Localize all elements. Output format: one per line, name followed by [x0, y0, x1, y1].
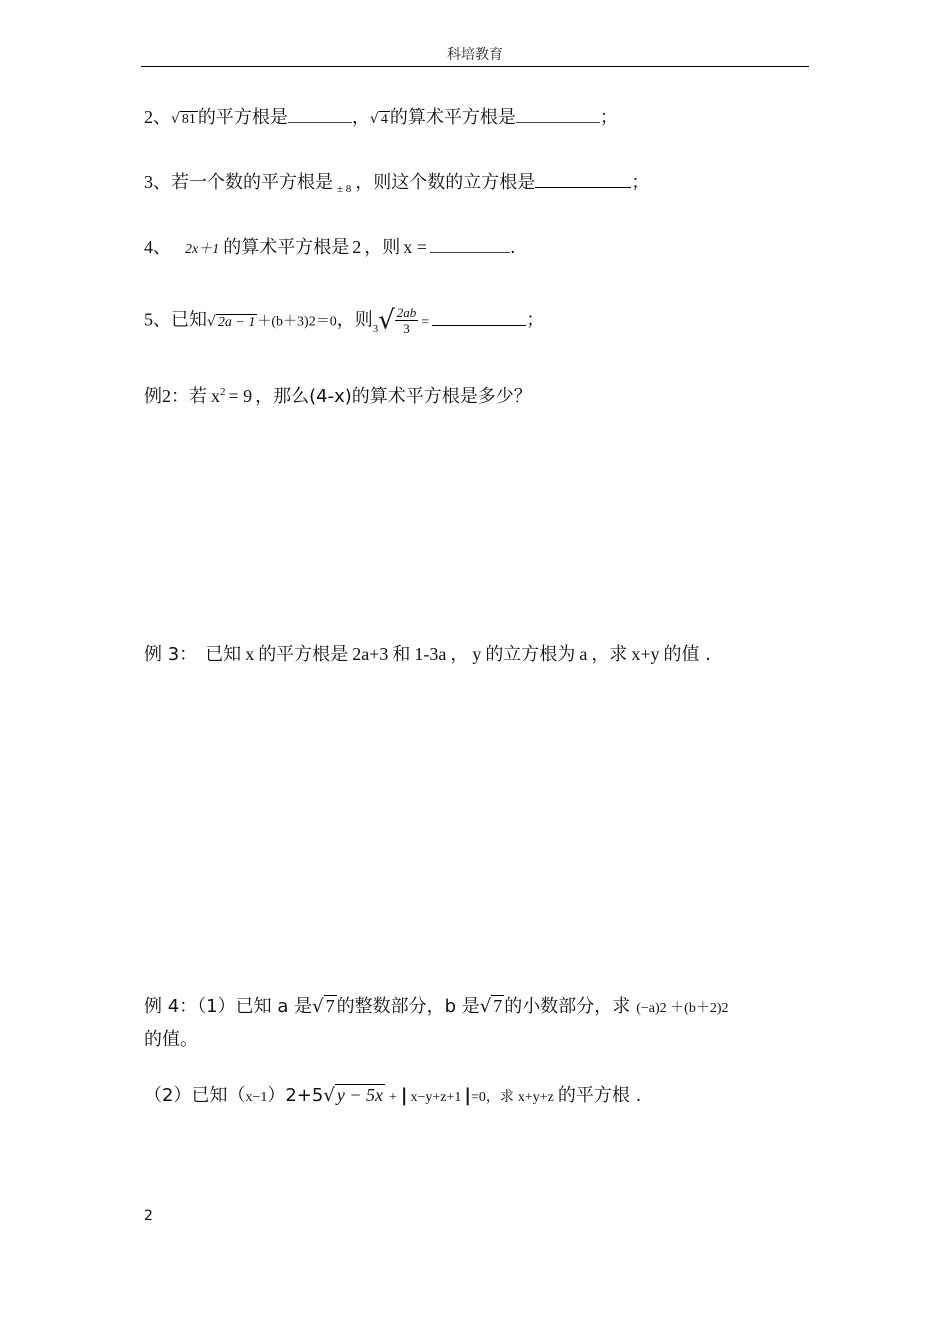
exponent: 2	[220, 386, 226, 398]
sqrt-81: √ 81	[171, 111, 196, 127]
variable: a	[579, 644, 588, 664]
question-5	[144, 305, 544, 336]
example-4-part-1	[144, 994, 729, 1021]
answer-blank	[288, 121, 352, 123]
separator: ，	[351, 107, 370, 128]
expression: ＋(b＋3)2＝0	[257, 314, 337, 330]
header-title: 科培教育	[447, 47, 503, 63]
header-rule	[141, 66, 809, 67]
end-punct: .	[509, 237, 516, 258]
question-text: ，则这个数的立方根是	[355, 172, 536, 193]
sqrt-7: √ 7	[479, 996, 503, 1017]
question-text: 的整数部分，b 是	[336, 996, 480, 1017]
end-punct: ；	[631, 172, 650, 193]
question-text: ，求	[591, 644, 628, 665]
question-text: 的平方根是	[197, 107, 288, 128]
question-4	[144, 235, 516, 262]
plus-sign: +	[388, 1090, 397, 1105]
answer-blank	[535, 186, 631, 188]
answer-blank	[432, 324, 526, 326]
question-3	[144, 170, 649, 197]
example-number: 2	[162, 386, 171, 406]
equals: =	[421, 314, 430, 330]
question-text: 已知	[205, 644, 242, 665]
question-text: ，那么(4-x)的算术平方根是多少？	[255, 386, 532, 407]
question-2	[144, 105, 618, 132]
question-text: 的平方根 .	[557, 1085, 642, 1106]
abs-bar-right: |	[464, 1085, 471, 1106]
sqrt-4: √ 4	[369, 111, 388, 127]
question-text: ：若	[171, 386, 207, 407]
end-punct: ；	[526, 309, 545, 331]
question-text: 的算术平方根是	[223, 237, 350, 258]
question-text: ，则	[364, 237, 401, 258]
question-number: 2、	[144, 107, 171, 127]
abs-bar-left: |	[400, 1085, 408, 1106]
example-label: 例	[144, 386, 162, 407]
question-text: 的算术平方根是	[389, 107, 516, 128]
expression: 2x＋1	[185, 242, 220, 257]
question-text: 的立方根为	[485, 644, 576, 665]
answer-blank	[430, 251, 510, 253]
question-text: 的小数部分，求	[504, 996, 631, 1017]
question-text: 的平方根是	[258, 644, 349, 665]
question-text: （2）已知（	[144, 1085, 246, 1106]
question-text: 例 4：（1）已知 a 是	[144, 996, 313, 1017]
example-label: 例 3：	[144, 644, 198, 665]
variable: x =	[403, 237, 427, 257]
value: 2	[352, 237, 362, 257]
expression: x+y+z	[517, 1090, 554, 1105]
question-text: 和	[392, 644, 411, 665]
variable: x	[211, 386, 220, 406]
expression: (−a)2 ＋(b＋2)2	[636, 1001, 729, 1016]
question-text: ）2+5	[267, 1085, 324, 1106]
question-text: =0，求	[470, 1090, 514, 1105]
sqrt-7: √ 7	[312, 996, 335, 1017]
expression: x+y	[631, 644, 660, 664]
absolute-value-expression: x−y+z+1	[410, 1090, 462, 1105]
example-4-part-1-cont	[144, 1028, 198, 1052]
variable: x	[245, 644, 255, 664]
root-index: 3	[372, 322, 379, 335]
equation: = 9	[228, 386, 253, 406]
question-text: 的值 .	[663, 644, 711, 665]
answer-blank	[516, 121, 600, 123]
question-number: 3、	[144, 172, 171, 192]
question-text: 已知	[171, 309, 207, 331]
page-number: 2	[144, 1208, 153, 1224]
question-text: ，	[450, 644, 469, 665]
end-punct: ；	[599, 107, 618, 128]
variable: y	[472, 644, 482, 664]
question-number: 5、	[144, 309, 171, 330]
sqrt-expression: √ 2a − 1	[207, 313, 256, 330]
radical-sign: √	[378, 305, 395, 336]
sqrt-expression: √ y − 5x	[323, 1085, 383, 1106]
example-3	[144, 642, 711, 667]
question-text: 的值。	[144, 1029, 198, 1050]
expression: 2a+3	[352, 644, 389, 664]
example-4-part-2	[144, 1083, 641, 1110]
fraction: $\frac{2ab}{3}$	[396, 305, 417, 336]
plus-minus-value: ± 8	[337, 183, 352, 195]
question-text: ，则	[336, 309, 373, 331]
expression: x−1	[245, 1090, 268, 1105]
expression: 1-3a	[414, 644, 447, 664]
question-number: 4、	[144, 237, 171, 257]
question-text: 若一个数的平方根是	[171, 172, 333, 193]
example-2	[144, 380, 532, 409]
